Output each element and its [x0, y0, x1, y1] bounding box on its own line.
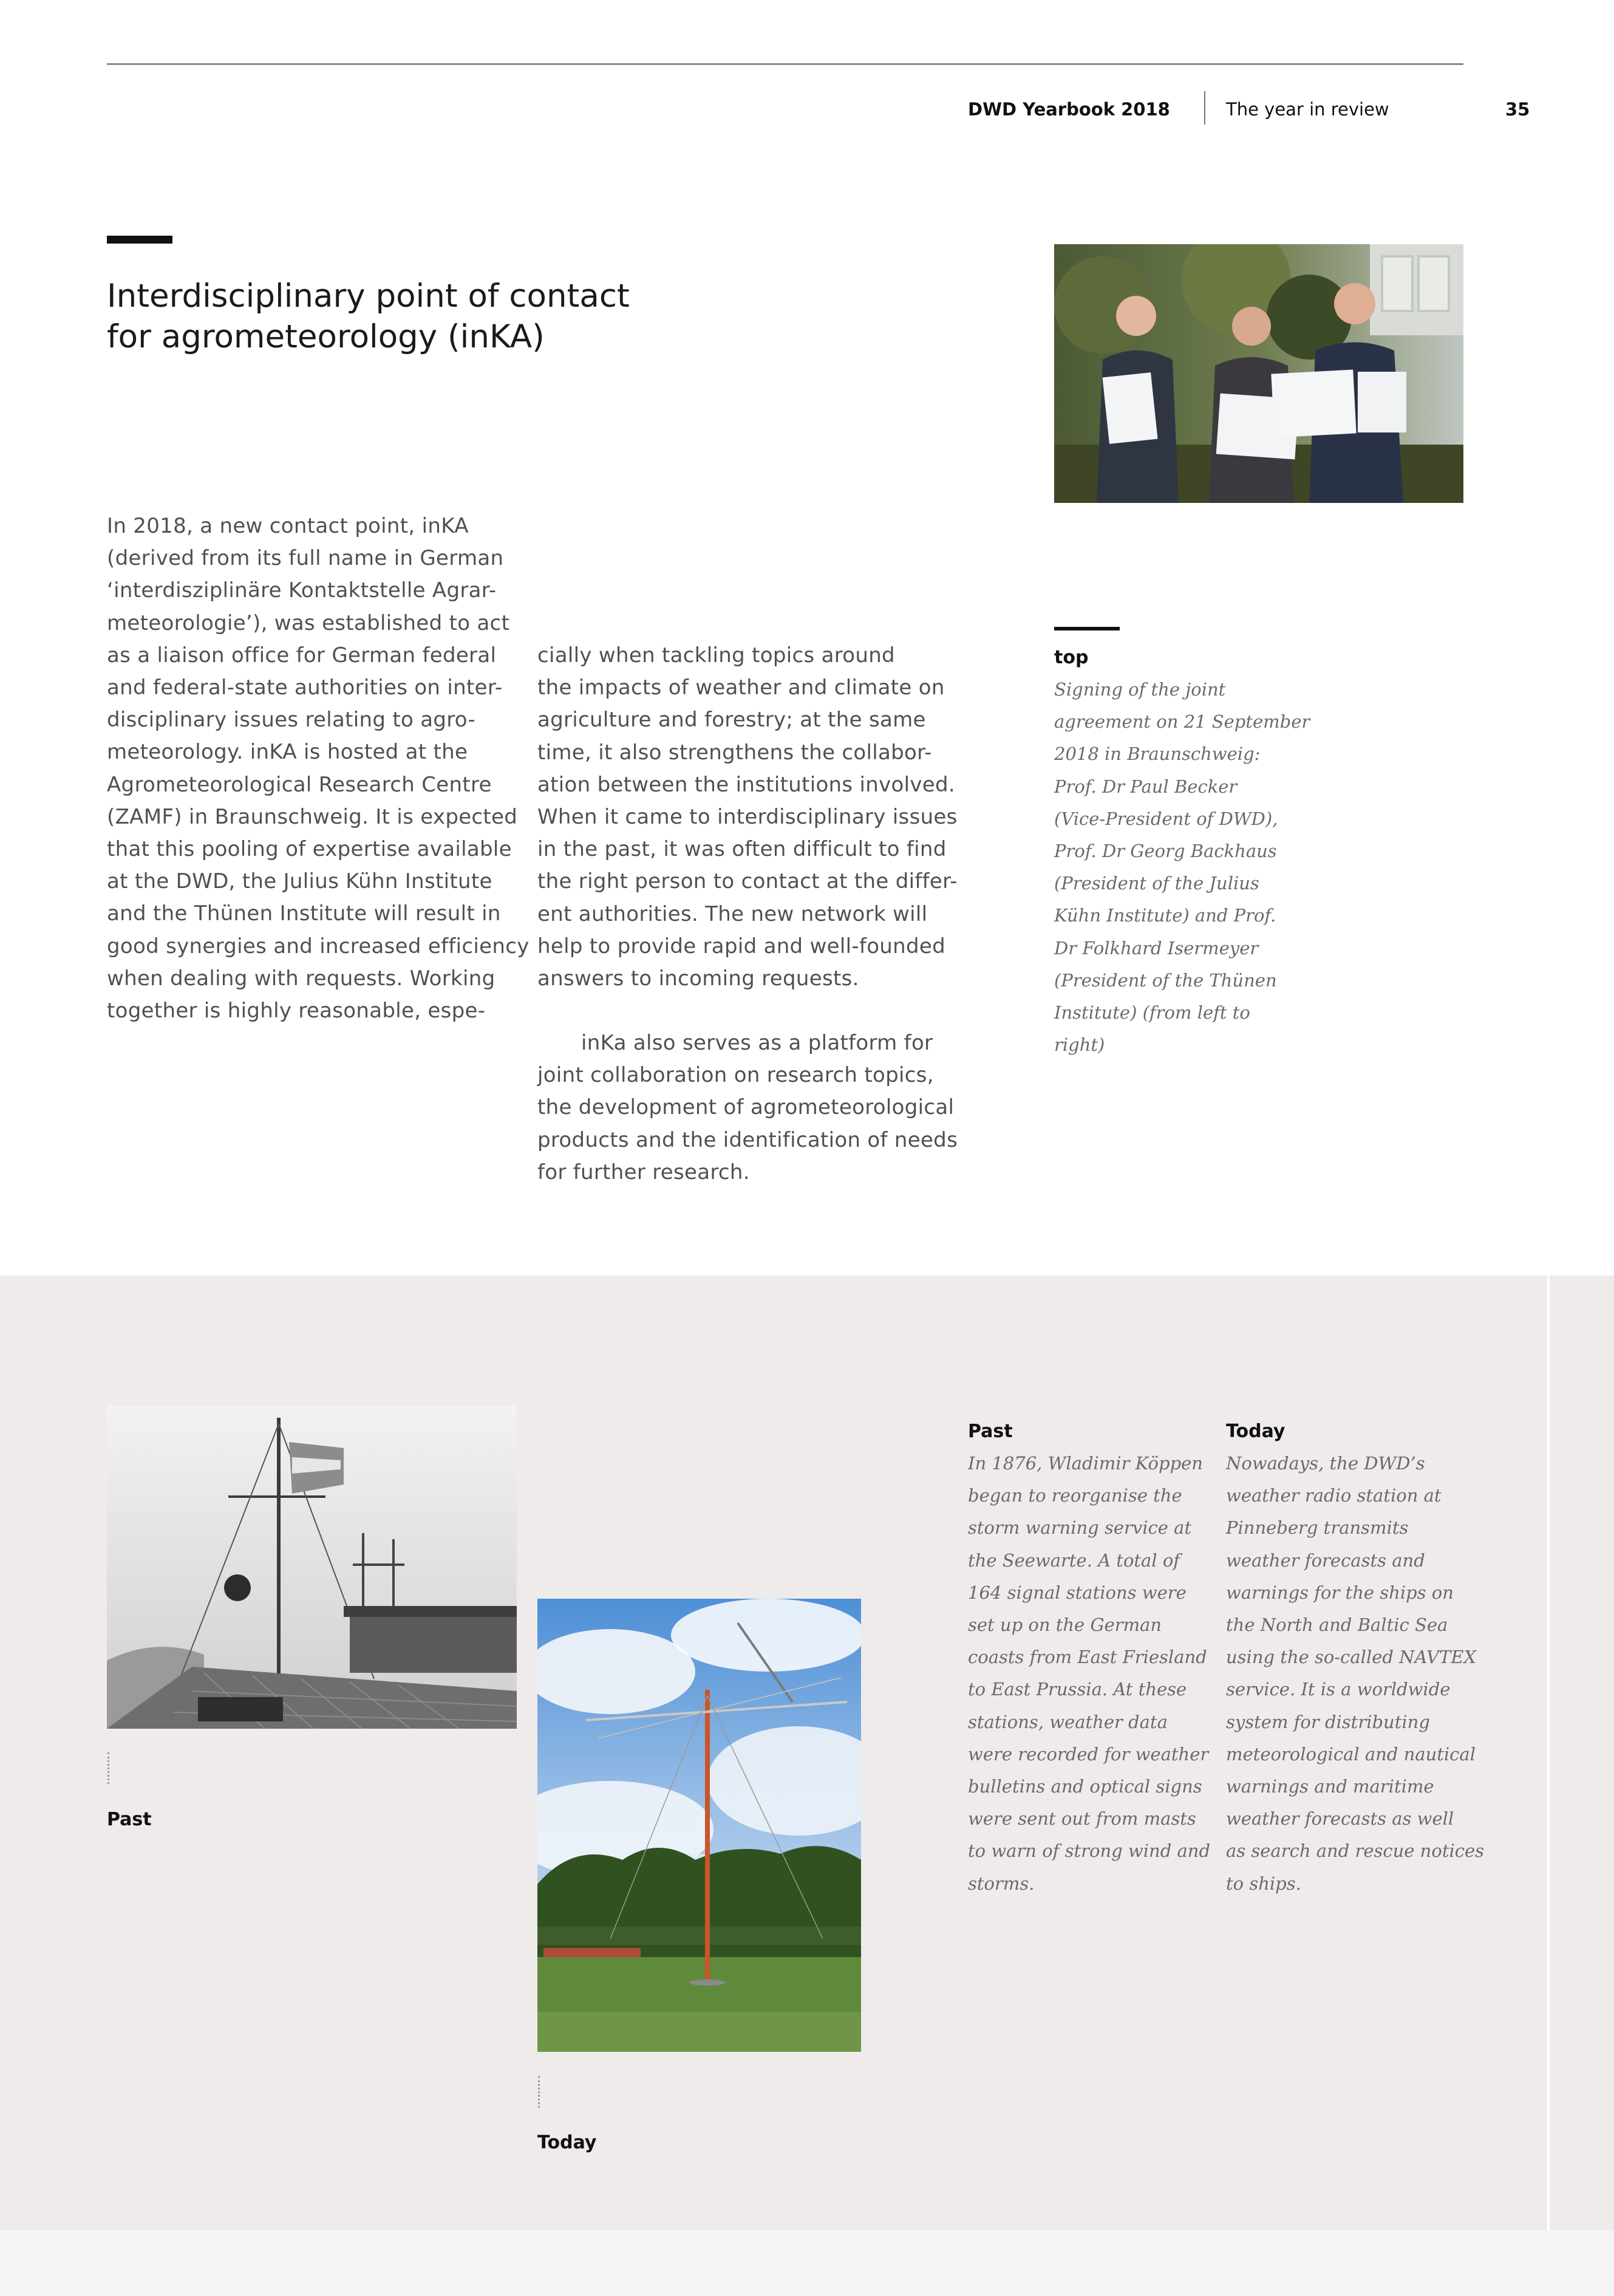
past-text: In 1876, Wladimir Köppen began to reorganise the storm warning service at the Seewarte. A total of 164 signal stations were set up on the German coasts from East Friesland to East Prussia. At these stations, weather data were recorded for weather bulletins and optical signs were sent out from masts to warn of strong wind and storms. — [968, 1453, 1211, 1894]
header-rule — [107, 63, 1463, 65]
section-title: The year in review — [1226, 99, 1389, 120]
article-column-1: In 2018, a new contact point, inKA (derived from its full name in German ‘interdisziplinäre Kontaktstelle Agrar- meteorologie’), was established to act as a liaison office for German federal and federal-state authorities on inter- disciplinary issues relating to agro- meteorology. inKA is hosted at the Agrometeorological Research Centre (ZAMF) in Braunschweig. It is expected that this pooling of expertise available at the DWD, the Julius Kühn Institute and the Thünen Institute will result in good synergies and increased efficiency when dealing with requests. Working together is highly reasonable, espe- — [107, 514, 529, 1023]
today-photo — [537, 1599, 861, 2052]
past-heading: Past — [968, 1421, 1013, 1442]
photo-caption-text: Signing of the joint agreement on 21 September 2018 in Braunschweig: Prof. Dr Paul Becker (Vice-President of DWD), Prof. Dr Georg Backhaus (President of the Julius Kühn Institute) and Prof. Dr Folkhard Isermeyer (President of the Thünen Institute) (from left to right) — [1054, 679, 1310, 1056]
article-title: Interdisciplinary point of contact for agrometeorology (inKA) — [107, 278, 630, 355]
past-dotted-marker — [107, 1752, 109, 1784]
caption-label: top — [1054, 647, 1089, 668]
header-separator — [1204, 91, 1205, 125]
past-photo — [107, 1406, 517, 1729]
caption-accent-bar — [1054, 627, 1120, 630]
today-photo-label: Today — [537, 2132, 597, 2153]
title-accent-bar — [107, 236, 172, 244]
today-heading: Today — [1226, 1421, 1285, 1442]
page-number: 35 — [1505, 99, 1530, 120]
article-column-2-paragraph-2: inKa also serves as a platform for joint collaboration on research topics, the development of agrometeorological products and the identification of needs for further research. — [537, 1031, 958, 1184]
signing-photo — [1054, 244, 1463, 503]
today-dotted-marker — [538, 2076, 540, 2108]
panel-margin — [1550, 1276, 1614, 2230]
publication-title: DWD Yearbook 2018 — [968, 99, 1170, 120]
past-photo-label: Past — [107, 1809, 152, 1830]
article-column-2: cially when tackling topics around the impacts of weather and climate on agriculture and forestry; at the same time, it also strengthens the collabor- ation between the institutions involved. When it came to interdisciplinary issues in the past, it was often difficult to find the right person to contact at the differ- ent authorities. The new network will help to provide rapid and well-founded answers to incoming requests. — [537, 643, 958, 991]
page-footer-strip — [0, 2230, 1614, 2296]
today-text: Nowadays, the DWD’s weather radio station at Pinneberg transmits weather forecasts and warnings for the ships on the North and Baltic Sea using the so-called NAVTEX service. It is a worldwide system for distributing meteorological and nautical warnings and maritime weather forecasts as well as search and rescue notices to ships. — [1226, 1453, 1485, 1894]
